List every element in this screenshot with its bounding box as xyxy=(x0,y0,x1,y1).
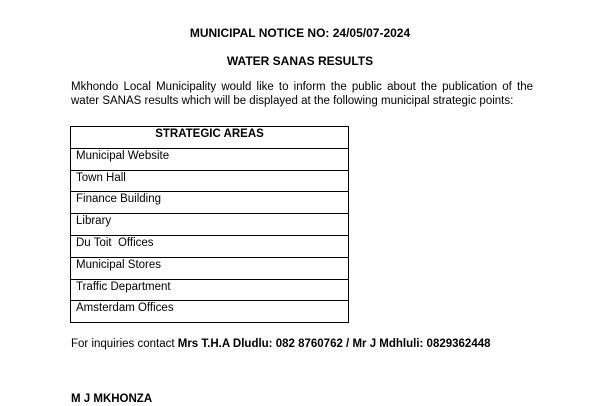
table-cell: Amsterdam Offices xyxy=(71,301,349,323)
table-row xyxy=(71,214,349,236)
notice-subject-heading: WATER SANAS RESULTS xyxy=(226,54,374,68)
table-cell: Finance Building xyxy=(71,192,349,214)
table-row xyxy=(71,257,349,279)
table-header-row xyxy=(71,127,349,149)
table-row xyxy=(71,235,349,257)
contact-prefix: For inquiries contact xyxy=(71,338,178,350)
table-cell: Du Toit Offices xyxy=(71,235,349,257)
table-cell: Traffic Department xyxy=(71,279,349,301)
table-row xyxy=(71,170,349,192)
intro-paragraph: Mkhondo Local Municipality would like to inform the public about the publication of the water SANAS results which will be displayed at the following municipal strategic points: xyxy=(71,81,533,107)
table-row xyxy=(71,279,349,301)
table-cell: Municipal Stores xyxy=(71,257,349,279)
table-header-cell: STRATEGIC AREAS xyxy=(71,127,349,149)
strategic-areas-table xyxy=(70,126,349,323)
signatory-name: M J MKHONZA xyxy=(71,393,153,405)
contact-details: Mrs T.H.A Dludlu: 082 8760762 / Mr J Mdhluli: 0829362448 xyxy=(177,338,491,350)
table-row xyxy=(71,301,349,323)
table-cell: Town Hall xyxy=(71,170,349,192)
notice-number-heading: MUNICIPAL NOTICE NO: 24/05/07-2024 xyxy=(189,26,411,40)
table-cell: Library xyxy=(71,214,349,236)
table-row xyxy=(71,192,349,214)
table-cell: Municipal Website xyxy=(71,148,349,170)
contact-line xyxy=(71,337,491,351)
table-row xyxy=(71,148,349,170)
